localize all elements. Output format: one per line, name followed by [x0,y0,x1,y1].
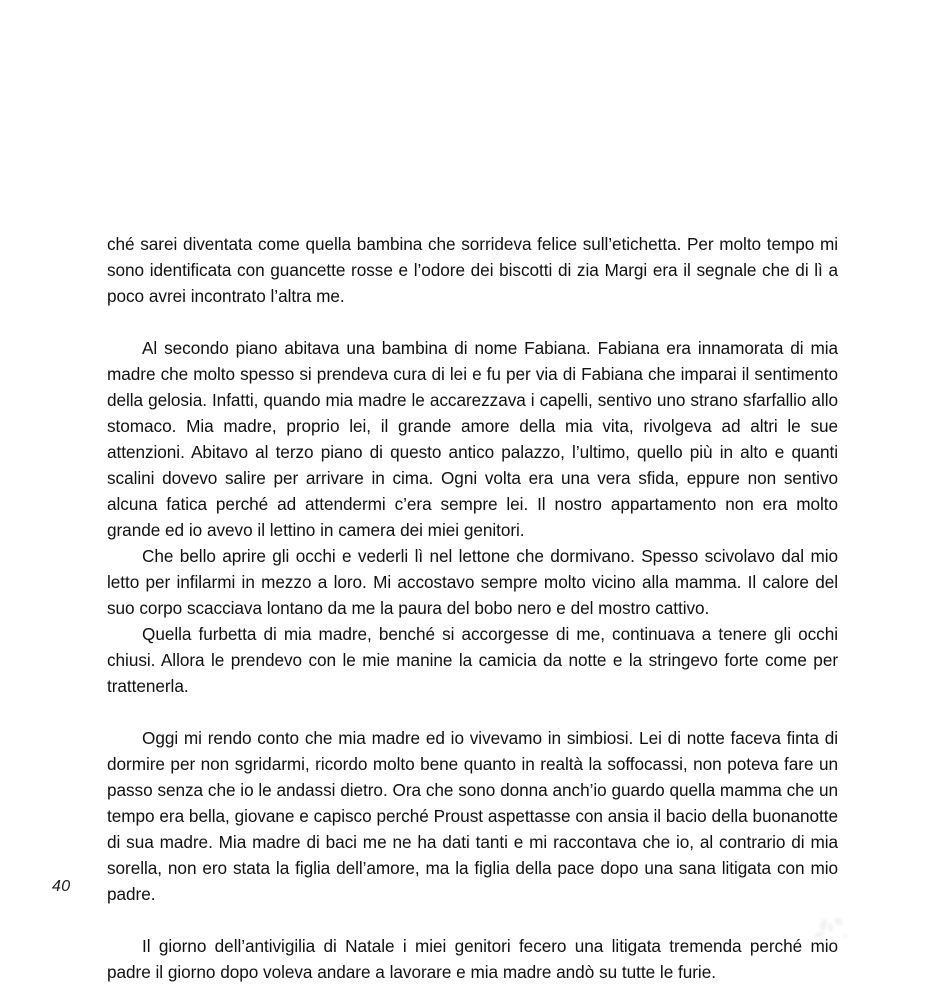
page-number: 40 [52,878,71,895]
text-block [107,725,838,907]
text-block [107,335,838,699]
paragraph-break [107,907,838,933]
paragraph-break [107,309,838,335]
paragraph: Quella furbetta di mia madre, benché si accorgesse di me, continuava a tenere gli occhi chiusi. Allora le prendevo con le mie manine la camicia da notte e la stringevo forte come per trattenerla. [107,624,838,696]
text-block [107,933,838,985]
paragraph: Che bello aprire gli occhi e vederli lì nel lettone che dormivano. Spesso scivolavo dal mio letto per infilarmi in mezzo a loro. Mi accostavo sempre molto vicino alla mamma. Il calore del suo corpo scacciava lontano da me la paura del bobo nero e del mostro cattivo. [107,546,838,618]
paragraph: Al secondo piano abitava una bambina di nome Fabiana. Fabiana era innamorata di mia madre che molto spesso si prendeva cura di lei e fu per via di Fabiana che imparai il sentimento della gelosia. Infatti, quando mia madre le accarezzava i capelli, sentivo uno strano sfarfallio allo stomaco. Mia madre, proprio lei, il grande amore della mia vita, rivolgeva ad altri le sue attenzioni. Abitavo al terzo piano di questo antico palazzo, l’ultimo, quello più in alto e quanti scalini dovevo salire per arrivare in cima. Ogni volta era una vera sfida, eppure non sentivo alcuna fatica perché ad attendermi c’era sempre lei. Il nostro appartamento non era molto grande ed io avevo il lettino in camera dei miei genitori. [107,338,838,540]
paragraph: Oggi mi rendo conto che mia madre ed io vivevamo in simbiosi. Lei di notte faceva finta di dormire per non sgridarmi, ricordo molto bene quanto in realtà la soffocassi, non poteva fare un passo senza che io le andassi dietro. Ora che sono donna anch’io guardo quella mamma che un tempo era bella, giovane e capisco perché Proust aspettasse con ansia il bacio della buonanotte di sua madre. Mia madre di baci me ne ha dati tanti e mi raccontava che io, al contrario di mia sorella, non ero stata la figlia dell’amore, ma la figlia della pace dopo una sana litigata con mio padre. [107,728,838,904]
paragraph-break [107,699,838,725]
text-block [107,231,838,309]
paragraph: Il giorno dell’antivigilia di Natale i miei genitori fecero una litigata tremenda perché mio padre il giorno dopo voleva andare a lavorare e mia madre andò su tutte le furie. [107,936,838,982]
page-text-column [107,231,838,985]
paragraph: ché sarei diventata come quella bambina che sorrideva felice sull’etichetta. Per molto tempo mi sono identificata con guancette rosse e l’odore dei biscotti di zia Margi era il segnale che di lì a poco avrei incontrato l’altra me. [107,234,838,306]
